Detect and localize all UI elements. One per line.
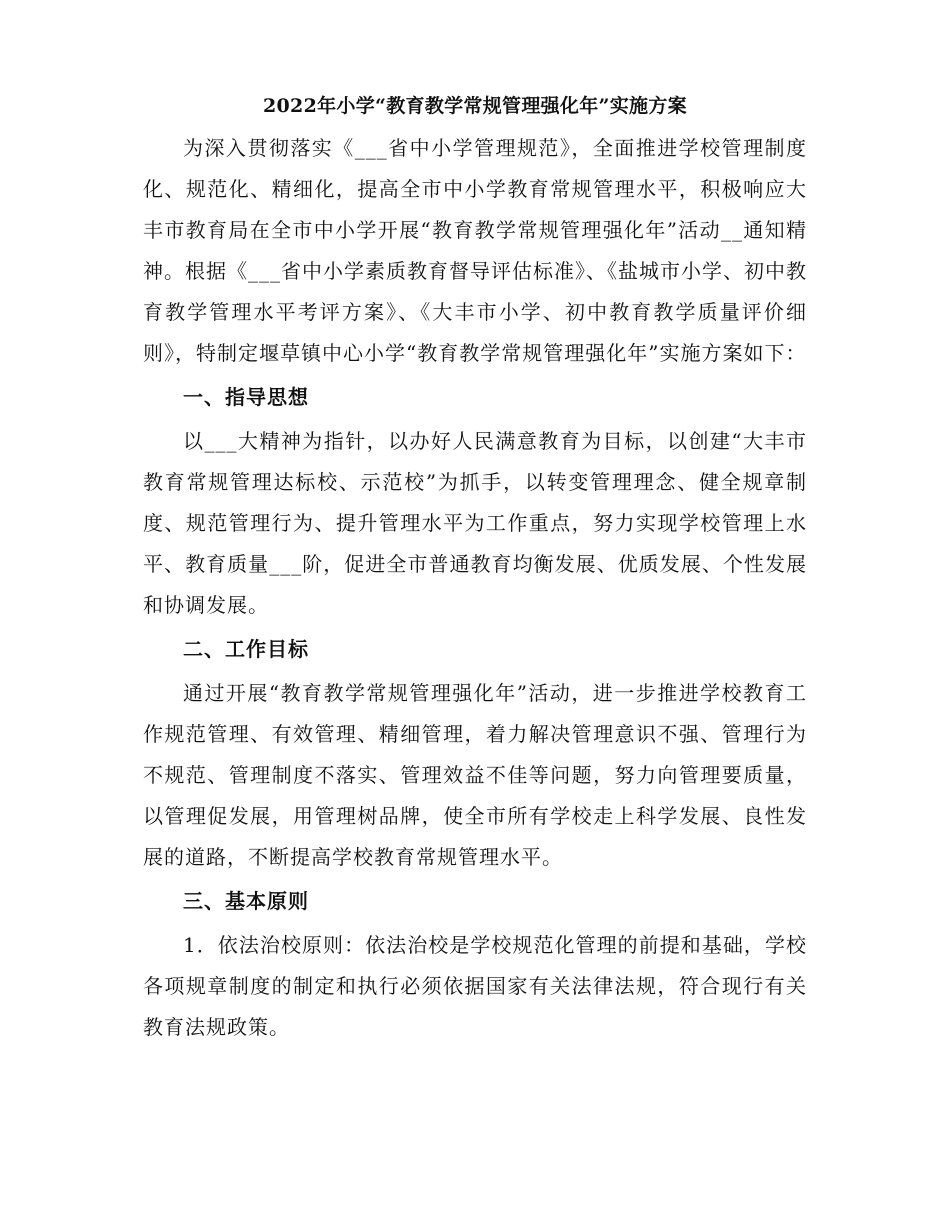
section-body-basic-principles: 1．依法治校原则：依法治校是学校规范化管理的前提和基础，学校各项规章制度的制定和执行必须依据国家有关法律法规，符合现行有关教育法规政策。 (143, 933, 807, 1039)
section-heading-guiding-ideology: 一、指导思想 (183, 385, 309, 409)
section-heading-work-goals: 二、工作目标 (183, 637, 309, 661)
document-title: 2022年小学“教育教学常规管理强化年”实施方案 (263, 95, 687, 117)
intro-paragraph: 为深入贯彻落实《___省中小学管理规范》，全面推进学校管理制度化、规范化、精细化，提高全市中小学教育常规管理水平，积极响应大丰市教育局在全市中小学开展“教育教学常规管理强化年”活动__通知精神。根据《___省中小学素质教育督导评估标准》、《盐城市小学、初中教育教学管理水平考评方案》、《大丰市小学、初中教育教学质量评价细则》，特制定堰草镇中心小学“教育教学常规管理强化年”实施方案如下： (143, 136, 807, 365)
section-body-work-goals: 通过开展“教育教学常规管理强化年”活动，进一步推进学校教育工作规范管理、有效管理、精细管理，着力解决管理意识不强、管理行为不规范、管理制度不落实、管理效益不佳等问题，努力向管理要质量，以管理促发展，用管理树品牌，使全市所有学校走上科学发展、良性发展的道路，不断提高学校教育常规管理水平。 (143, 681, 807, 869)
section-heading-basic-principles: 三、基本原则 (183, 889, 309, 913)
section-body-guiding-ideology: 以___大精神为指针，以办好人民满意教育为目标，以创建“大丰市教育常规管理达标校、示范校”为抓手，以转变管理理念、健全规章制度、规范管理行为、提升管理水平为工作重点，努力实现学校管理上水平、教育质量___阶，促进全市普通教育均衡发展、优质发展、个性发展和协调发展。 (143, 429, 807, 617)
document-page (143, 88, 807, 1048)
